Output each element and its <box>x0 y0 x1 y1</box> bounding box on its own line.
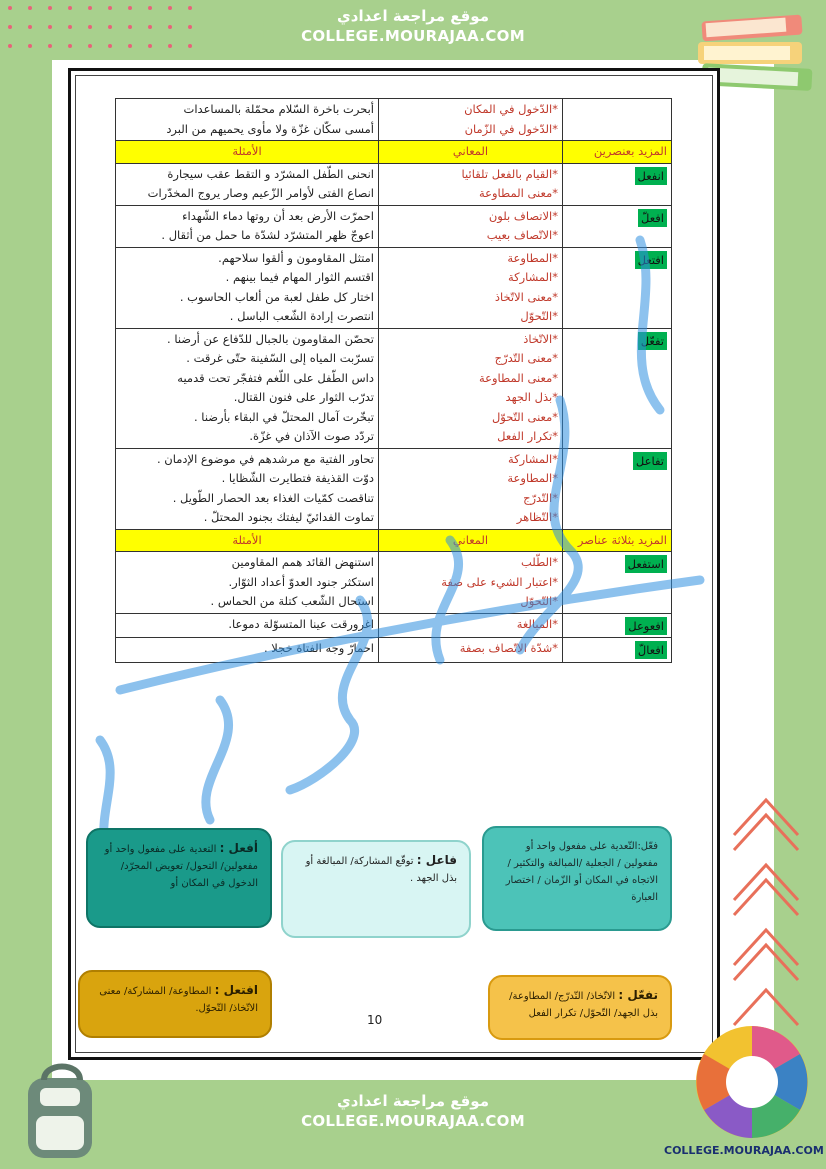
verb-form-label: تفعّل <box>638 332 667 350</box>
page-number: 10 <box>367 1013 383 1027</box>
meanings-cell: *الاتّخاذ *معنى التّدرّج *معنى المطاوعة *بذل الجهد *معنى التّحوّل *تكرار الفعل <box>379 328 563 448</box>
examples-cell: انحنى الطّفل المشرّد و التقط عقب سيجارة انصاع الفتى لأوامر الزّعيم وصار يروج المخدّرات <box>116 163 379 205</box>
meanings-cell: *المبالغة <box>379 613 563 638</box>
summary-box-faala: فاعل : توقّع المشاركة/ المبالغة أو بذل الجهد . <box>281 840 471 938</box>
meanings-cell: *المشاركة *المطاوعة *التّدرّج *التّظاهر <box>379 448 563 529</box>
table-row <box>116 205 672 247</box>
site-banner-bottom[interactable] <box>263 1085 563 1145</box>
site-banner-top[interactable] <box>263 0 563 58</box>
header-form: المزيد بثلاثة عناصر <box>563 529 672 552</box>
site-url: COLLEGE.MOURAJAA.COM <box>301 1112 525 1130</box>
verb-form-label: افعوعل <box>625 617 667 635</box>
verb-form-label: استفعل <box>625 555 667 573</box>
summary-box-afala: أفعل : التعدية على مفعول واحد أو مفعولين/ التحول/ تعويض المجرّد/ الدخول في المكان أو <box>86 828 272 928</box>
header-meanings: المعاني <box>379 141 563 164</box>
meanings-cell: *المطاوعة *المشاركة *معنى الاتّخاذ *التّحوّل <box>379 247 563 328</box>
table-row <box>116 638 672 663</box>
summary-box-faaala: فعّل:التّعدية على مفعول واحد أو مفعولين / الجعلية /المبالغة والتكثير /الاتجاه في المكان أو الزّمان / اختصار العبارة <box>482 826 672 931</box>
header-meanings: المعاني <box>379 529 563 552</box>
table-row <box>116 328 672 448</box>
summary-box-iftaala: افتعل : المطاوعة/ المشاركة/ معنى الاتّخاذ/ التّحوّل. <box>78 970 272 1038</box>
verb-form-label: افعلّ <box>638 209 667 227</box>
verb-forms-table <box>115 98 672 663</box>
examples-cell: تحصّن المقاومون بالجبال للدّفاع عن أرضنا . تسرّبت المياه إلى السّفينة حتّى غرقت . داس الطّفل على اللّغم فتفجّر تحت قدميه تدرّب الثوار على فنون القتال. تبخّرت آمال المحتلّ في البقاء بأرضنا . تردّد صوت الآذان في غزّة. <box>116 328 379 448</box>
examples-cell: أبحرت باخرة السّلام محمّلة بالمساعدات أمسى سكّان غزّة ولا مأوى يحميهم من البرد <box>116 99 379 141</box>
summary-box-tafaala: تفعّل : الاتّخاذ/ التّدرّج/ المطاوعة/ بذل الجهد/ التّحوّل/ تكرار الفعل <box>488 975 672 1040</box>
rows-three <box>116 552 672 663</box>
examples-cell: استنهض القائد همم المقاومين استكثر جنود العدوّ أعداد الثوّار. استحال الشّعب كتلة من الحماس . <box>116 552 379 614</box>
table-header-two-letters <box>116 141 672 164</box>
meanings-cell: *الدّخول في المكان *الدّخول في الزّمان <box>379 99 563 141</box>
examples-cell: احمارّ وجه الفتاة خجلا . <box>116 638 379 663</box>
header-examples: الأمثلة <box>116 529 379 552</box>
frame-left <box>0 0 52 1169</box>
verb-form-label: تفاعل <box>633 452 667 470</box>
verb-form-label: انفعل <box>635 167 667 185</box>
site-name-ar: موقع مراجعة اعدادي <box>337 7 489 25</box>
table-row <box>116 163 672 205</box>
site-logo-icon <box>692 1022 812 1142</box>
meanings-cell: *شدّة الاتّصاف بصفة <box>379 638 563 663</box>
table-header-three-letters <box>116 529 672 552</box>
rows-two <box>116 163 672 529</box>
meanings-cell: *الطّلب *اعتبار الشيء على صفة *التّحوّل <box>379 552 563 614</box>
examples-cell: امتثل المقاومون و ألقوا سلاحهم. اقتسم الثوار المهام فيما بينهم . اختار كل طفل لعبة من ألعاب الحاسوب . انتصرت إرادة الشّعب الباسل . <box>116 247 379 328</box>
verb-form-label: افتعل <box>635 251 667 269</box>
meanings-cell: *القيام بالفعل تلقائيا *معنى المطاوعة <box>379 163 563 205</box>
examples-cell: احمرّت الأرض بعد أن روتها دماء الشّهداء اعوجّ ظهر المتشرّد لشدّة ما حمل من أثقال . <box>116 205 379 247</box>
examples-cell: تحاور الفتية مع مرشدهم في موضوع الإدمان . دوّت القذيفة فتطايرت الشّظايا . تناقصت كمّيات الغذاء بعد الحصار الطّويل . تماوت الفدائيّ ليفتك بجنود المحتلّ . <box>116 448 379 529</box>
table-row <box>116 613 672 638</box>
table-row <box>116 247 672 328</box>
table-row <box>116 99 672 141</box>
logo-caption: COLLEGE.MOURAJAA.COM <box>664 1144 824 1157</box>
site-name-ar: موقع مراجعة اعدادي <box>337 1092 489 1110</box>
site-url: COLLEGE.MOURAJAA.COM <box>301 27 525 45</box>
verb-form-label: افعالّ <box>635 641 667 659</box>
decorative-dots <box>0 0 200 55</box>
meanings-cell: *الاتصاف بلون *الاتّصاف بعيب <box>379 205 563 247</box>
table-row <box>116 552 672 614</box>
header-examples: الأمثلة <box>116 141 379 164</box>
header-form: المزيد بعنصرين <box>563 141 672 164</box>
chevron-decoration-icon <box>726 790 806 1040</box>
examples-cell: اغرورقت عينا المتسوّلة دموعا. <box>116 613 379 638</box>
backpack-icon <box>14 1058 110 1164</box>
table-row <box>116 448 672 529</box>
